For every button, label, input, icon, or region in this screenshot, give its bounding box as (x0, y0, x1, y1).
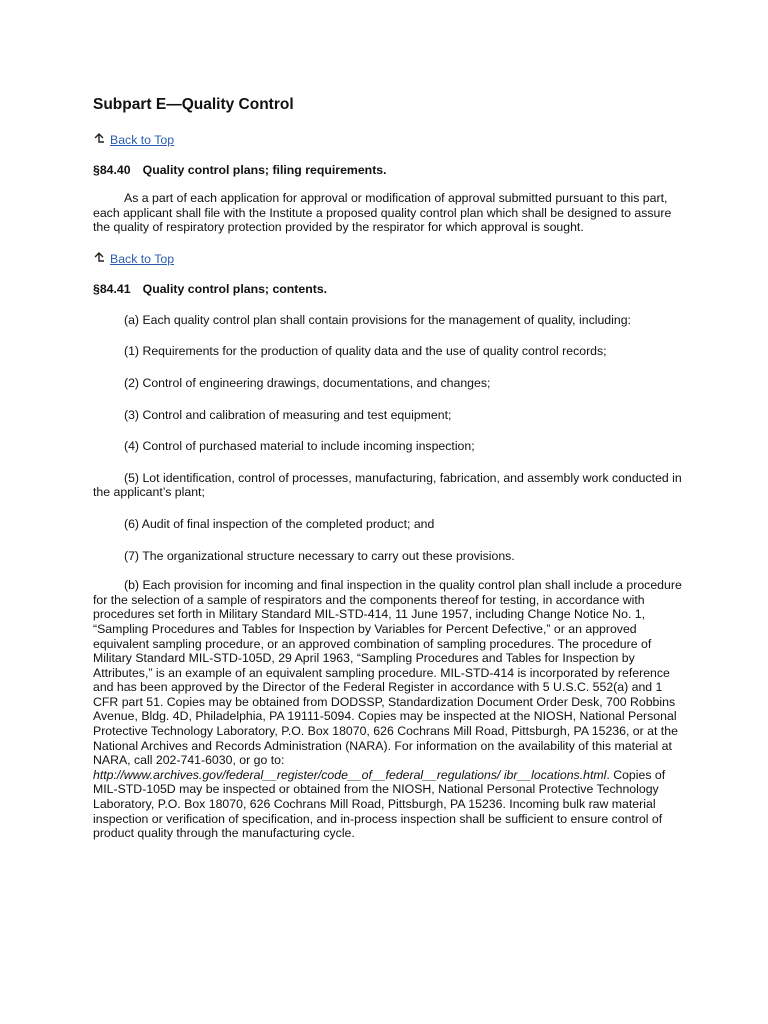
list-item: (7) The organizational structure necessary to carry out these provisions. (124, 548, 515, 563)
page-title: Subpart E—Quality Control (93, 96, 294, 113)
list-item: (1) Requirements for the production of quality data and the use of quality control records; (124, 344, 607, 359)
back-to-top-link-1[interactable] (93, 133, 683, 147)
document-content (93, 96, 683, 841)
section-title: Quality control plans; contents. (142, 281, 328, 296)
back-to-top-arrow-icon (93, 133, 105, 147)
section-84-41-heading (93, 282, 683, 296)
back-to-top-label[interactable]: Back to Top (110, 251, 175, 266)
paragraph-b (93, 578, 683, 841)
list-item: (3) Control and calibration of measuring and test equipment; (124, 407, 452, 422)
back-to-top-label[interactable]: Back to Top (110, 133, 175, 147)
section-84-40-body: As a part of each application for approval or modification of approval submitted pursuant to this part, each applicant shall file with the Institute a proposed quality control plan which shall be designed to assure the quality of respiratory protection provided by the respirator for which approval is sought. (93, 191, 672, 235)
section-84-40-heading (93, 163, 683, 177)
list-item: (4) Control of purchased material to include incoming inspection; (124, 439, 475, 454)
back-to-top-link-2[interactable] (93, 252, 683, 266)
section-number: §84.41 (93, 281, 131, 296)
back-to-top-arrow-icon (93, 252, 105, 266)
section-title: Quality control plans; filing requirements. (142, 163, 387, 177)
list-item: (6) Audit of final inspection of the completed product; and (124, 516, 435, 531)
list-item: (5) Lot identification, control of processes, manufacturing, fabrication, and assembly work conducted in the applicant’s plant; (93, 470, 682, 500)
nara-url: http://www.archives.gov/federal__register/code__of__federal__regulations/ ibr__locations.html (93, 767, 607, 782)
paragraph-a: (a) Each quality control plan shall contain provisions for the management of quality, including: (124, 312, 631, 327)
list-item: (2) Control of engineering drawings, documentations, and changes; (124, 375, 491, 390)
paragraph-b-text: (b) Each provision for incoming and final inspection in the quality control plan shall include a procedure for the selection of a sample of respirators and the components thereof for testing, in accordance with procedures set forth in Military Standard MIL-STD-414, 11 June 1957, including Change Notice No. 1, “Sampling Procedures and Tables for Inspection by Variables for Percent Defective,” or an approved equivalent sampling procedure, or an approved combination of sampling procedures. The procedure of Military Standard MIL-STD-105D, 29 April 1963, “Sampling Procedures and Tables for Inspection by Attributes,” is an example of an equivalent sampling procedure. MIL-STD-414 is incorporated by reference and has been approved by the Director of the Federal Register in accordance with 5 U.S.C. 552(a) and 1 CFR part 51. Copies may be obtained from DODSSP, Standardization Document Order Desk, 700 Robbins Avenue, Bldg. 4D, Philadelphia, PA 19111-5094. Copies may be inspected at the NIOSH, National Personal Protective Technology Laboratory, P.O. Box 18070, 626 Cochrans Mill Road, Pittsburgh, PA 15236, or at the National Archives and Records Administration (NARA). For information on the availability of this material at NARA, call 202-741-6030, or go to: (93, 578, 682, 768)
paragraph-b-text-continued: . Copies of MIL-STD-105D may be inspected or obtained from the NIOSH, National Personal Protective Technology Laboratory, P.O. Box 18070, 626 Cochrans Mill Road, Pittsburgh, PA 15236. Incoming bulk raw material inspection or verification of specification, and in-process inspection shall be sufficient to ensure control of product quality through the manufacturing cycle. (93, 767, 666, 841)
section-number: §84.40 (93, 163, 131, 177)
